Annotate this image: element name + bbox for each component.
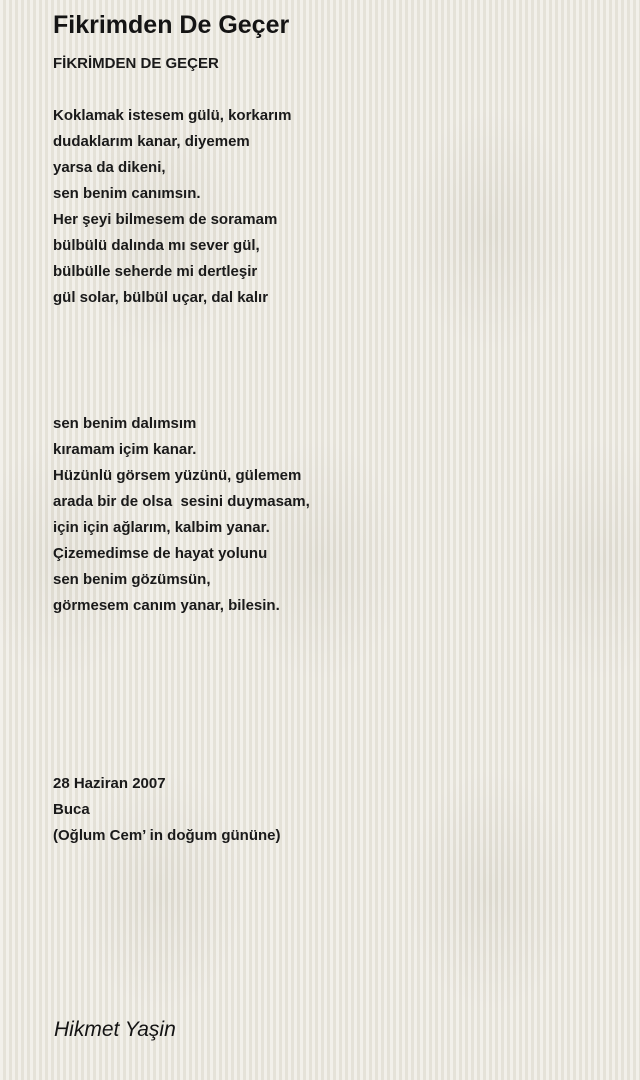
poem-line: yarsa da dikeni, [53, 159, 166, 176]
poem-line: Hüzünlü görsem yüzünü, gülemem [53, 467, 302, 484]
poem-line: Her şeyi bilmesem de soramam [53, 211, 278, 228]
poem-line: görmesem canım yanar, bilesin. [53, 597, 280, 614]
poem-line: arada bir de olsa sesini duymasam, [53, 493, 310, 510]
poem-line: bülbülü dalında mı sever gül, [53, 237, 260, 254]
poem-stanza-1 [53, 103, 291, 311]
poem-line: dudaklarım kanar, diyemem [53, 133, 250, 150]
poem-line: sen benim dalımsım [53, 415, 197, 432]
poem-date: 28 Haziran 2007 [53, 775, 166, 792]
poem-line: için için ağlarım, kalbim yanar. [53, 519, 270, 536]
poem-subtitle: FİKRİMDEN DE GEÇER [53, 55, 219, 72]
poem-dedication: (Oğlum Cem’ in doğum gününe) [53, 827, 281, 844]
poem-line: sen benim gözümsün, [53, 571, 211, 588]
poem-line: Çizemedimse de hayat yolunu [53, 545, 268, 562]
poem-author: Hikmet Yaşin [54, 1018, 176, 1041]
poem-line: bülbülle seherde mi dertleşir [53, 263, 258, 280]
poem-line: sen benim canımsın. [53, 185, 201, 202]
poem-line: kıramam içim kanar. [53, 441, 197, 458]
poem-line: Koklamak istesem gülü, korkarım [53, 107, 292, 124]
poem-meta [53, 771, 280, 849]
poem-place: Buca [53, 801, 90, 818]
poem-line: gül solar, bülbül uçar, dal kalır [53, 289, 269, 306]
poem-stanza-2 [53, 411, 310, 619]
poem-title: Fikrimden De Geçer [53, 11, 290, 39]
